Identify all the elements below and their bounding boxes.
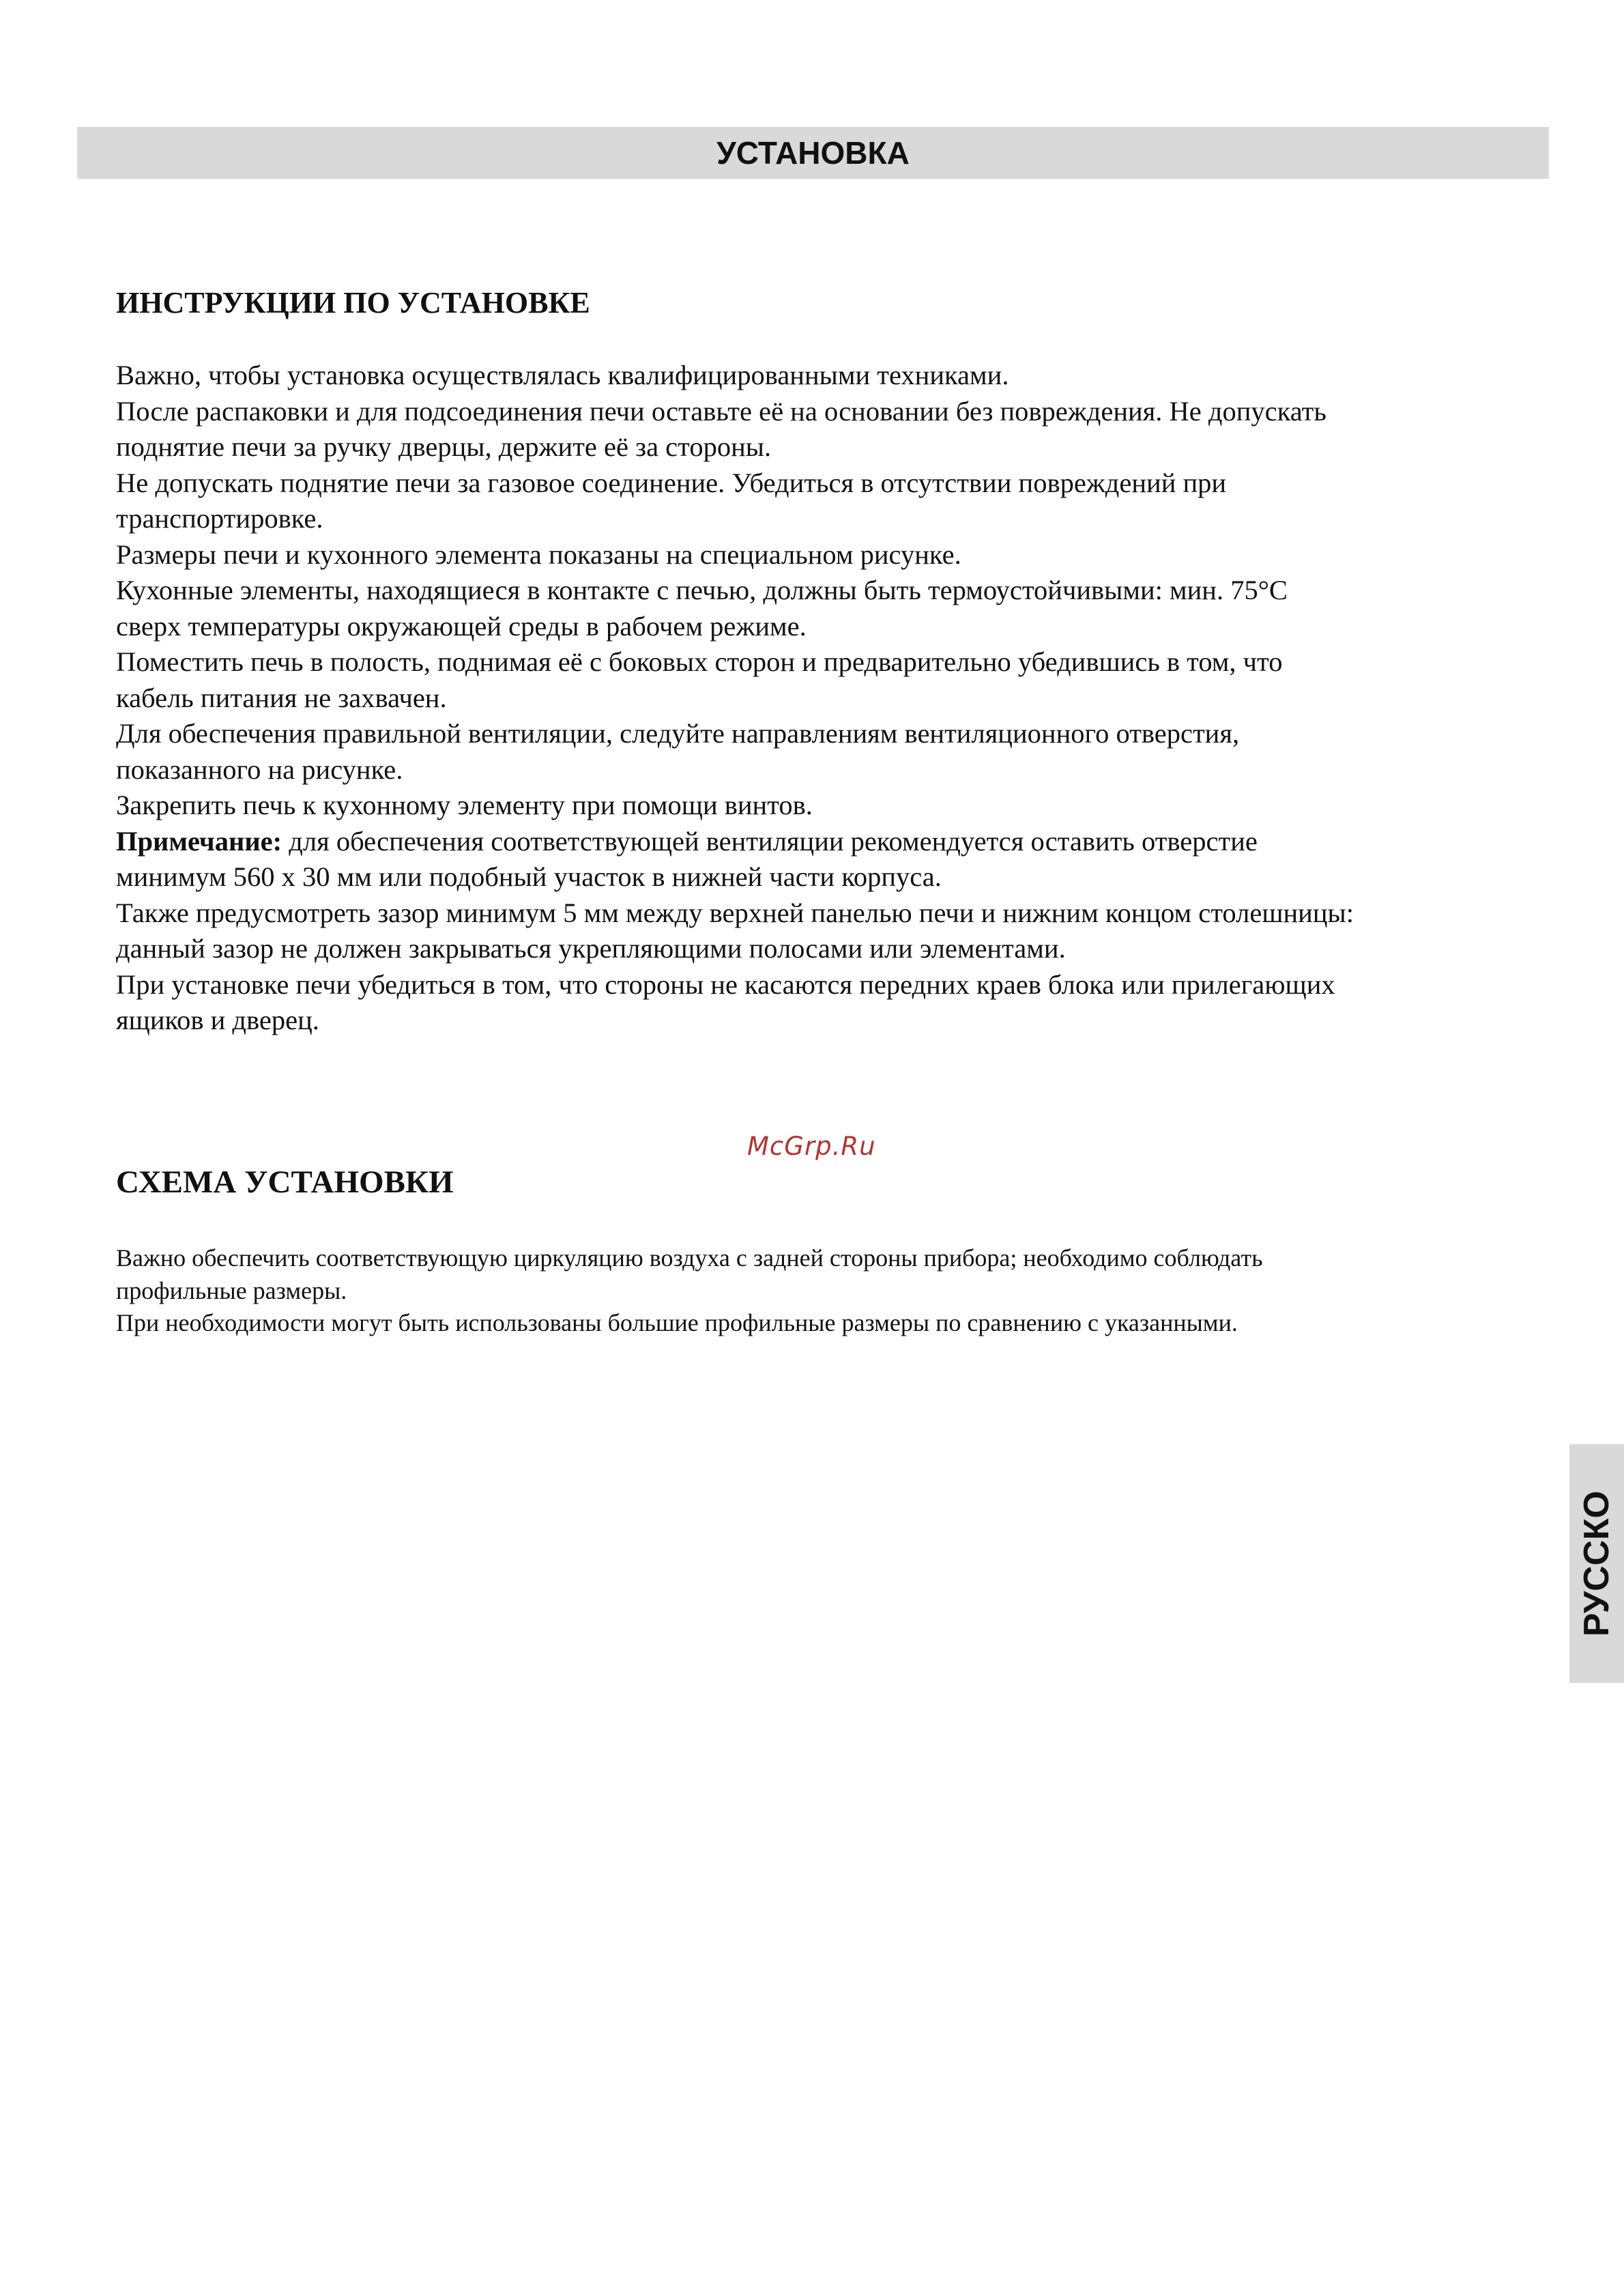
instructions-line: Для обеспечения правильной вентиляции, следуйте направлениям вентиляционного отверстия,	[116, 718, 1240, 749]
instructions-line: кабель питания не захвачен.	[116, 682, 447, 713]
note-line	[116, 824, 1535, 860]
page-title: УСТАНОВКА	[716, 135, 910, 171]
instructions-line: данный зазор не должен закрываться укрепляющими полосами или элементами.	[116, 933, 1066, 964]
schema-line: профильные размеры.	[116, 1276, 347, 1304]
instructions-line: Важно, чтобы установка осуществлялась квалифицированными техниками.	[116, 360, 1009, 390]
instructions-body	[116, 358, 1535, 1039]
instructions-line: При установке печи убедиться в том, что стороны не касаются передних краев блока или прилегающих	[116, 968, 1335, 1000]
instructions-line: После распаковки и для подсоединения печи оставьте её на основании без повреждения. Не допускать	[116, 395, 1326, 427]
instructions-line: Не допускать поднятие печи за газовое соединение. Убедиться в отсутствии повреждений при	[116, 467, 1227, 498]
instructions-line: сверх температуры окружающей среды в рабочем режиме.	[116, 610, 807, 642]
instructions-line: Также предусмотреть зазор минимум 5 мм между верхней панелью печи и нижним концом столешницы:	[116, 897, 1354, 928]
instructions-line: Закрепить печь к кухонному элементу при помощи винтов.	[116, 790, 813, 820]
note-text: для обеспечения соответствующей вентиляции рекомендуется оставить отверстие	[282, 825, 1258, 857]
schema-line: При необходимости могут быть использованы большие профильные размеры по сравнению с указанными.	[116, 1309, 1238, 1336]
schema-heading: СХЕМА УСТАНОВКИ	[116, 1164, 454, 1200]
instructions-line: Размеры печи и кухонного элемента показаны на специальном рисунке.	[116, 539, 961, 570]
instructions-line: Кухонные элементы, находящиеся в контакте с печью, должны быть термоустойчивыми: мин. 75°C	[116, 575, 1288, 605]
instructions-line: ящиков и дверец.	[116, 1005, 319, 1035]
note-label: Примечание:	[116, 825, 282, 857]
instructions-line: показанного на рисунке.	[116, 754, 403, 785]
instructions-line: транспортировке.	[116, 503, 323, 534]
instructions-line: поднятие печи за ручку дверцы, держите её за стороны.	[116, 431, 772, 462]
schema-line: Важно обеспечить соответствующую циркуляцию воздуха с задней стороны прибора; необходимо соблюдать	[116, 1244, 1263, 1272]
instructions-line: минимум 560 x 30 мм или подобный участок в нижней части корпуса.	[116, 861, 942, 892]
language-label: РУССКО	[1577, 1491, 1616, 1637]
watermark: McGrp.Ru	[747, 1132, 876, 1161]
instructions-heading: ИНСТРУКЦИИ ПО УСТАНОВКЕ	[116, 286, 590, 319]
language-side-tab	[1569, 1444, 1624, 1683]
page-header-band	[77, 127, 1549, 179]
schema-body	[116, 1242, 1535, 1340]
instructions-line: Поместить печь в полость, поднимая её с боковых сторон и предварительно убедившись в том, что	[116, 646, 1283, 677]
